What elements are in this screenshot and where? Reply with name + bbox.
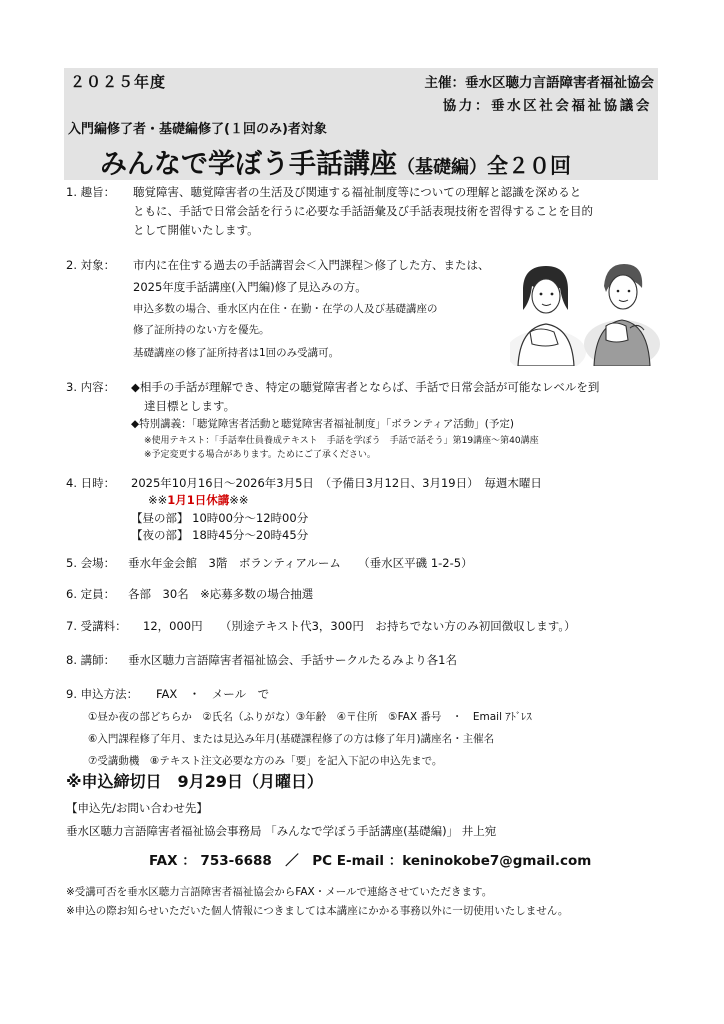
- capacity-text: 各部 30名 ※応募多数の場合抽選: [128, 587, 314, 601]
- special-lecture: ◆特別講義：「聴覚障害者活動と聴覚障害者福祉制度」「ボランティア活動」(予定): [131, 418, 514, 430]
- venue-label: 5. 会場：: [66, 556, 116, 570]
- eligibility-label: 2. 対象：: [66, 258, 116, 272]
- deadline: ※申込締切日 9月29日（月曜日）: [66, 772, 323, 791]
- purpose-line: として開催いたします。: [133, 223, 259, 237]
- instructor-label: 8. 講師：: [66, 653, 116, 667]
- content-goal: ◆相手の手話が理解でき、特定の聴覚障害者とならば、手話で日常会話が可能なレベルを到: [131, 380, 600, 394]
- textbook-note: ※使用テキスト：「手話奉仕員養成テキスト 手話を学ぼう 手話で話そう」第19講座～第40講座: [144, 436, 539, 446]
- day-session: 【昼の部】 10時00分～12時00分: [131, 511, 309, 525]
- application-items: ⑦受講動機 ⑧テキスト注文必要な方のみ「要」を記入下記の申込先まで。: [88, 755, 443, 767]
- schedule-dates: 2025年10月16日～2026年3月5日 （予備日3月12日、3月19日） 毎週木曜日: [131, 476, 542, 490]
- fee-text: 12，000円 （別途テキスト代3，300円 お持ちでない方のみ初回徴収します。）: [143, 619, 576, 633]
- page-title: [100, 142, 571, 181]
- application-items: ①昼か夜の部どちらか ②氏名（ふりがな）③年齢 ④〒住所 ⑤FAX 番号 ・ Email ｱﾄﾞﾚｽ: [88, 711, 532, 723]
- office-name: 垂水区聴力言語障害者福祉協会事務局 「みんなで学ぼう手話講座(基礎編)」 井上宛: [66, 824, 497, 838]
- capacity-label: 6. 定員：: [66, 587, 116, 601]
- purpose-label: 1. 趣旨：: [66, 185, 116, 199]
- content-label: 3. 内容：: [66, 380, 116, 394]
- application-method: FAX ・ メール で: [156, 687, 270, 701]
- inquiry-heading: 【申込先/お問い合わせ先】: [66, 801, 208, 815]
- change-note: ※予定変更する場合があります。ためにご了承ください。: [144, 450, 376, 460]
- organizer: 主催：垂水区聴力言語障害者福祉協会: [424, 75, 654, 91]
- holiday-prefix: ※※: [148, 493, 168, 507]
- header-box: [64, 68, 658, 180]
- eligibility-line: 基礎講座の修了証所持者は1回のみ受講可。: [133, 347, 340, 359]
- eligibility-line: 修了証所持のない方を優先。: [133, 324, 270, 336]
- holiday-notice: [148, 492, 249, 508]
- eligibility-line: 2025年度手話講座(入門編)修了見込みの方。: [133, 280, 367, 294]
- title-count: 全２０回: [487, 154, 571, 178]
- instructor-text: 垂水区聴力言語障害者福祉協会、手話サークルたるみより各1名: [128, 653, 457, 667]
- content-goal-cont: 達目標とします。: [144, 399, 236, 413]
- target-audience: 入門編修了者・基礎編修了(１回のみ)者対象: [68, 122, 327, 137]
- title-sub: （基礎編）: [397, 157, 487, 178]
- night-session: 【夜の部】 18時45分～20時45分: [131, 528, 309, 542]
- title-main: みんなで学ぼう手話講座: [100, 149, 397, 180]
- signing-people-illustration: [510, 258, 660, 366]
- contact-info: FAX ： 753-6688 ／ PC E-mail ：keninokobe7@gmail.com: [149, 853, 592, 869]
- eligibility-line: 申込多数の場合、垂水区内在住・在勤・在学の人及び基礎講座の: [133, 303, 438, 315]
- fee-label: 7. 受講料：: [66, 619, 127, 633]
- holiday-date: 1月1日休講: [167, 493, 230, 507]
- fiscal-year: ２０２５年度: [70, 73, 167, 91]
- purpose-line: ともに、手話で日常会話を行うに必要な手話語彙及び手話表現技術を習得することを目的: [133, 204, 593, 218]
- application-label: 9. 申込方法：: [66, 687, 139, 701]
- holiday-suffix: ※※: [229, 493, 249, 507]
- venue-text: 垂水年金会館 3階 ボランティアルーム （垂水区平磯 1-2-5）: [128, 556, 473, 570]
- eligibility-line: 市内に在住する過去の手話講習会＜入門課程＞修了した方、または、: [133, 258, 490, 272]
- footnote: ※申込の際お知らせいただいた個人情報につきましては本講座にかかる事務以外に一切使用いたしません。: [66, 905, 569, 917]
- application-items: ⑥入門課程修了年月、または見込み年月(基礎課程修了の方は修了年月)講座名・主催名: [88, 733, 495, 745]
- cooperation: 協力：垂水区社会福祉協議会: [442, 98, 652, 114]
- footnote: ※受講可否を垂水区聴力言語障害者福祉協会からFAX・メールで連絡させていただきます。: [66, 886, 493, 898]
- purpose-line: 聴覚障害、聴覚障害者の生活及び関連する福祉制度等についての理解と認識を深めると: [133, 185, 582, 199]
- schedule-label: 4. 日時：: [66, 476, 116, 490]
